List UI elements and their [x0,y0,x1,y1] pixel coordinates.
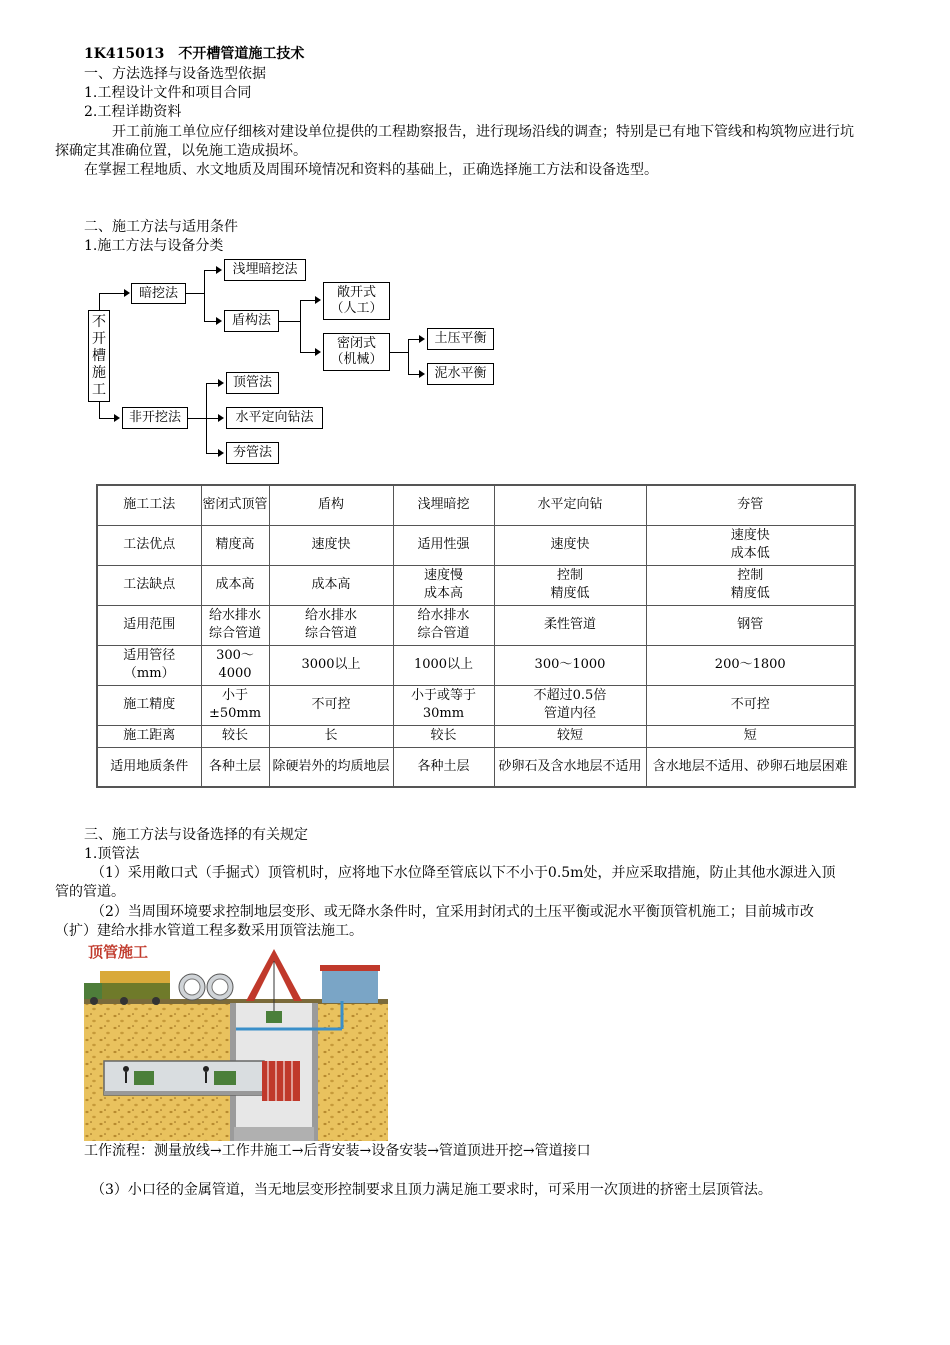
box-tuya: 土压平衡 [427,328,494,350]
table-header-cell: 盾构 [269,485,393,525]
connector [206,418,218,419]
pipe-jacking-drawing [84,941,388,1141]
connector [204,270,216,271]
table-cell: 控制 精度低 [494,565,646,605]
table-header-row [97,485,855,525]
table-cell: 短 [646,725,855,747]
table-cell: 不可控 [269,685,393,725]
table-cell: 小于 ±50mm [201,685,269,725]
table-cell: 3000以上 [269,645,393,685]
table-cell: 速度快 成本低 [646,525,855,565]
connector [99,293,100,310]
connector [408,374,419,375]
workflow-text: 工作流程：测量放线→工作井施工→后背安装→设备安装→管道顶进开挖→管道接口 [84,1143,591,1159]
table-header-cell: 施工工法 [97,485,201,525]
root-char-2: 开 [92,330,106,347]
section3-subtitle: 1.顶管法 [84,846,140,862]
section-heading: 1K415013 不开槽管道施工技术 [84,46,305,62]
section3-p1-line2: 管的管道。 [55,884,125,900]
connector [408,339,419,340]
arrow-icon [218,449,224,457]
table-header-cell: 密闭式顶管 [201,485,269,525]
table-row [97,605,855,645]
illustration-title: 顶管施工 [88,943,149,961]
table-cell: 速度慢 成本高 [393,565,494,605]
table-cell: 柔性管道 [494,605,646,645]
root-char-1: 不 [92,313,106,330]
section1-para1-line2: 探确定其准确位置，以免施工造成损坏。 [55,143,307,159]
section1-item-1: 1.工程设计文件和项目合同 [84,85,252,101]
box-anwa: 暗挖法 [131,283,186,304]
changkai-label: 敞开式 [336,285,376,300]
section3-p2-line1: （2）当周围环境要求控制地层变形、或无降水条件时，宜采用封闭式的土压平衡或泥水平衡顶管机施工；目前城市改 [91,904,814,920]
connector [99,293,124,294]
root-char-4: 施 [92,364,106,381]
box-dungou: 盾构法 [224,310,279,332]
table-row [97,645,855,685]
section2-subtitle: 1.施工方法与设备分类 [84,238,224,254]
table-row-label: 工法优点 [97,525,201,565]
pipe-jacking-illustration [84,941,388,1141]
table-cell: 各种土层 [201,747,269,787]
section3-p3: （3）小口径的金属管道，当无地层变形控制要求且顶力满足施工要求时，可采用一次顶进的挤密土层顶管法。 [91,1182,772,1198]
table-cell: 成本高 [201,565,269,605]
connector [390,352,408,353]
connector [408,339,409,374]
table-cell: 给水排水 综合管道 [269,605,393,645]
table-row-label: 工法缺点 [97,565,201,605]
table-cell: 小于或等于 30mm [393,685,494,725]
connector [188,418,206,419]
section3-p2-line2: （扩）建给水排水管道工程多数采用顶管法施工。 [55,923,363,939]
mibi-label: 密闭式 [336,336,376,351]
section2-title: 二、施工方法与适用条件 [84,219,238,235]
table-row [97,565,855,605]
connector [300,300,315,301]
connector [279,321,300,322]
table-cell: 300～1000 [494,645,646,685]
method-comparison-table [96,484,856,788]
connector [186,293,204,294]
root-char-5: 工 [92,381,106,398]
box-dingguan: 顶管法 [226,372,279,394]
table-cell: 较短 [494,725,646,747]
table-row-label: 适用范围 [97,605,201,645]
section1-item-2: 2.工程详勘资料 [84,104,182,120]
table-cell: 各种土层 [393,747,494,787]
connector [206,383,218,384]
arrow-icon [124,289,130,297]
table-cell: 精度高 [201,525,269,565]
section1-title: 一、方法选择与设备选型依据 [84,66,266,82]
table-cell: 速度快 [269,525,393,565]
table-row-label: 适用管径 （mm） [97,645,201,685]
table-row-label: 施工距离 [97,725,201,747]
table-cell: 砂卵石及含水地层不适用 [494,747,646,787]
arrow-icon [218,414,224,422]
table-cell: 除硬岩外的均质地层 [269,747,393,787]
table-cell: 较长 [393,725,494,747]
table-header-cell: 水平定向钻 [494,485,646,525]
connector [99,418,114,419]
table-row [97,747,855,787]
section1-para1-line1: 开工前施工单位应仔细核对建设单位提供的工程勘察报告，进行现场沿线的调查；特别是已有地下管线和构筑物应进行坑 [112,124,854,140]
box-hangguan: 夯管法 [226,442,279,464]
table-cell: 长 [269,725,393,747]
table-row-label: 施工精度 [97,685,201,725]
arrow-icon [218,379,224,387]
connector [300,300,301,352]
table-cell: 给水排水 综合管道 [393,605,494,645]
table-cell: 成本高 [269,565,393,605]
box-nishui: 泥水平衡 [427,363,494,385]
arrow-icon [315,348,321,356]
connector [204,321,216,322]
table-cell: 较长 [201,725,269,747]
mibi-sub: （机械） [330,352,383,367]
arrow-icon [419,335,425,343]
table-row-label: 适用地质条件 [97,747,201,787]
table-cell: 200～1800 [646,645,855,685]
table-header-cell: 夯管 [646,485,855,525]
section1-para2: 在掌握工程地质、水文地质及周围环境情况和资料的基础上，正确选择施工方法和设备选型。 [84,162,658,178]
connector [206,453,218,454]
table-cell: 控制 精度低 [646,565,855,605]
table-cell: 钢管 [646,605,855,645]
table-row [97,685,855,725]
table-cell: 适用性强 [393,525,494,565]
section3-p1-line1: （1）采用敞口式（手掘式）顶管机时，应将地下水位降至管底以下不小于0.5m处，并应采取措施，防止其他水源进入顶 [91,865,836,881]
root-box-bukaicao [88,310,110,402]
arrow-icon [315,296,321,304]
table-cell: 1000以上 [393,645,494,685]
table-cell: 含水地层不适用、砂卵石地层困难 [646,747,855,787]
table-cell: 300～ 4000 [201,645,269,685]
connector [99,402,100,418]
changkai-sub: （人工） [330,301,383,316]
box-qianmai-anwa: 浅埋暗挖法 [224,259,306,281]
box-mibi [323,333,390,371]
arrow-icon [114,414,120,422]
root-char-3: 槽 [92,347,106,364]
box-shuiping-dingxiang: 水平定向钻法 [226,407,323,429]
arrow-icon [419,370,425,378]
table-row [97,525,855,565]
connector [300,352,315,353]
table-cell: 给水排水 综合管道 [201,605,269,645]
table-cell: 不可控 [646,685,855,725]
connector [204,270,205,321]
section3-title: 三、施工方法与设备选择的有关规定 [84,827,308,843]
box-changkai [323,282,390,320]
table-cell: 不超过0.5倍 管道内径 [494,685,646,725]
box-feikaiwa: 非开挖法 [122,407,188,429]
table-header-cell: 浅埋暗挖 [393,485,494,525]
table-cell: 速度快 [494,525,646,565]
table-row [97,725,855,747]
arrow-icon [216,317,222,325]
arrow-icon [216,266,222,274]
